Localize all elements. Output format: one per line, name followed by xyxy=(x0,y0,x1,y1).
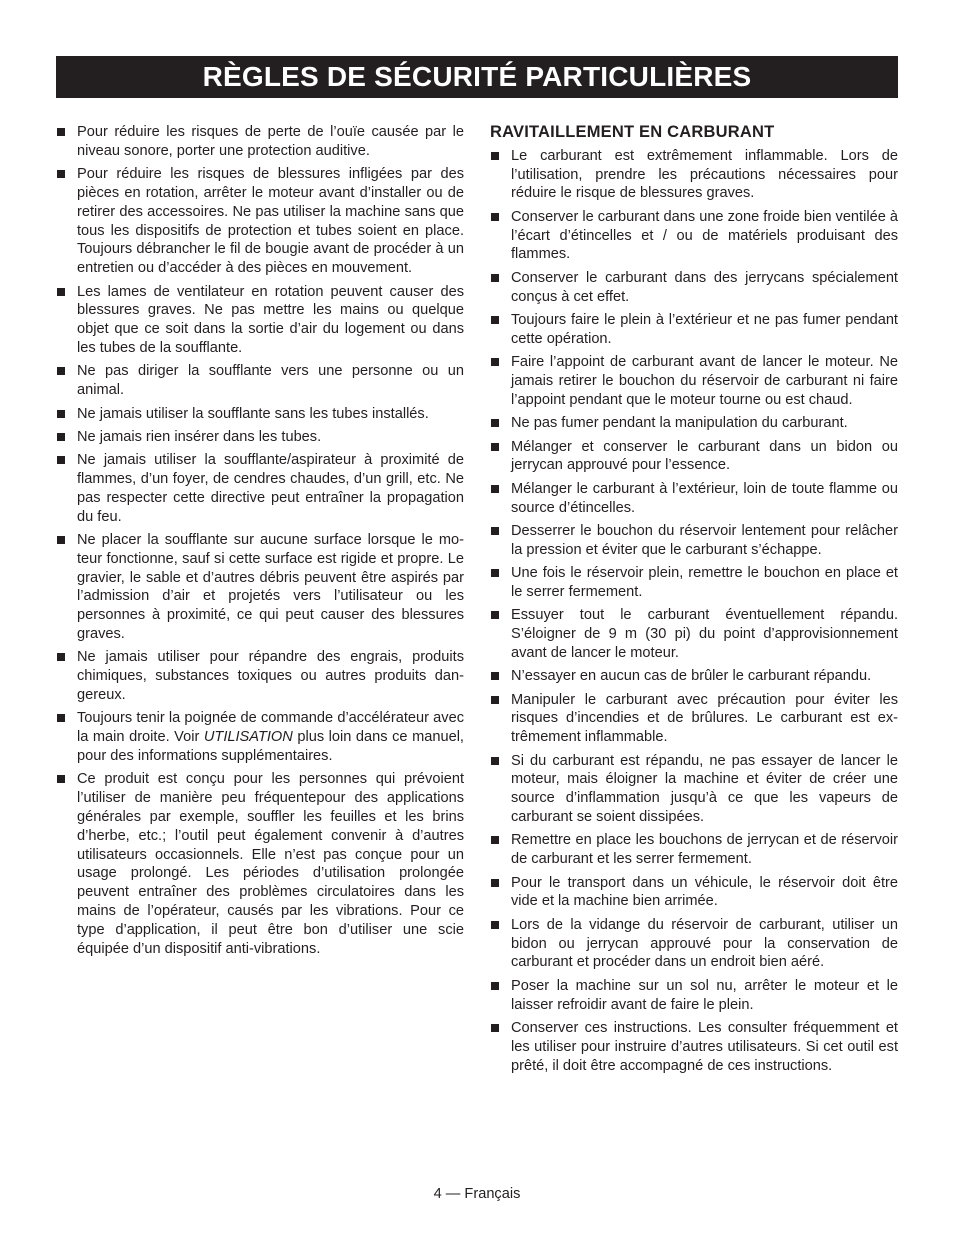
list-item: Poser la machine sur un sol nu, arrêter le moteur et le laisser refroidir avant de faire le plein. xyxy=(490,977,898,1015)
list-item: Ne placer la soufflante sur aucune surface lorsque le moteur fonctionne, sauf si cette surface est rigide et propre. Le gravier, le sable et d’autres débris peuvent être aspirés par l’admission d’air et projetés vers l’utilisateur ou les personnes à proximité, ce qui peut causer des blessures graves. xyxy=(56,531,464,644)
list-item: Ne pas diriger la soufflante vers une personne ou un animal. xyxy=(56,362,464,400)
list-item: Le carburant est extrêmement inflammable. Lors de l’utilisation, prendre les précautions nécessaires pour réduire le risque de blessures graves. xyxy=(490,147,898,203)
list-item: Mélanger le carburant à l’extérieur, loin de toute flamme ou source d’étincelles. xyxy=(490,480,898,518)
square-bullet-icon xyxy=(491,569,499,577)
square-bullet-icon xyxy=(491,757,499,765)
square-bullet-icon xyxy=(491,485,499,493)
list-item: Faire l’appoint de carburant avant de lancer le moteur. Ne jamais retirer le bouchon du réservoir de carburant ni faire l’appoint pendant que le moteur tourne ou est chaud. xyxy=(490,353,898,409)
square-bullet-icon xyxy=(57,410,65,418)
square-bullet-icon xyxy=(57,367,65,375)
square-bullet-icon xyxy=(57,456,65,464)
square-bullet-icon xyxy=(57,653,65,661)
list-item: Toujours faire le plein à l’extérieur et ne pas fumer pendant cette opération. xyxy=(490,311,898,349)
square-bullet-icon xyxy=(491,213,499,221)
list-item: Conserver le carburant dans une zone froide bien ventilée à l’écart d’étincelles et / ou de matériels produisant des flammes. xyxy=(490,208,898,264)
list-item: Ne pas fumer pendant la manipulation du carburant. xyxy=(490,414,898,433)
square-bullet-icon xyxy=(491,1024,499,1032)
safety-rules-list xyxy=(56,123,464,958)
list-item: Toujours tenir la poignée de commande d’accélérateur avec la main droite. Voir UTILISATION plus loin dans ce manuel, pour des informations supplémentaires. xyxy=(56,709,464,765)
square-bullet-icon xyxy=(491,836,499,844)
list-item: Mélanger et conserver le carburant dans un bidon ou jerrycan approuvé pour l’essence. xyxy=(490,438,898,476)
square-bullet-icon xyxy=(57,714,65,722)
list-item: Les lames de ventilateur en rotation peuvent causer des blessures graves. Ne pas mettre les mains ou quelque objet que ce soit dans la sortie d’air du logement ou dans les tubes de la soufflante. xyxy=(56,283,464,358)
square-bullet-icon xyxy=(57,536,65,544)
page-number: 4 — Français xyxy=(433,1186,521,1202)
square-bullet-icon xyxy=(491,443,499,451)
list-item: Essuyer tout le carburant éventuellement répandu. S’éloigner de 9 m (30 pi) du point d’approvisionnement avant de lancer le moteur. xyxy=(490,606,898,662)
square-bullet-icon xyxy=(491,921,499,929)
list-item: Lors de la vidange du réservoir de carburant, utiliser un bidon ou jerrycan approuvé pour la conservation de carburant et procéder dans un endroit bien aéré. xyxy=(490,916,898,972)
list-item: Desserrer le bouchon du réservoir lentement pour relâcher la pression et éviter que le carburant s’échappe. xyxy=(490,522,898,560)
list-item: Pour réduire les risques de blessures infligées par des pièces en rotation, arrêter le moteur avant d’installer ou de retirer des accessoires. Ne pas utiliser la machine sans que tous les dispositifs de protection et tubes soient en place. Toujours débrancher le fil de bougie avant de procéder à un entretien ou d’accéder à des pièces en mouvement. xyxy=(56,165,464,278)
list-item: Manipuler le carburant avec précaution pour éviter les risques d’incendies et de brûlures. Le carburant est extrêmement inflammable. xyxy=(490,691,898,747)
right-column xyxy=(490,123,898,1080)
square-bullet-icon xyxy=(491,419,499,427)
square-bullet-icon xyxy=(491,879,499,887)
list-item: Conserver ces instructions. Les consulter fréquemment et les utiliser pour instruire d’autres utilisateurs. Si cet outil est prêté, il doit être accompagné de ces instructions. xyxy=(490,1019,898,1075)
square-bullet-icon xyxy=(491,316,499,324)
square-bullet-icon xyxy=(491,358,499,366)
list-item: N’essayer en aucun cas de brûler le carburant répandu. xyxy=(490,667,898,686)
list-item: Remettre en place les bouchons de jerrycan et de réservoir de carburant et les serrer fermement. xyxy=(490,831,898,869)
fuel-rules-list xyxy=(490,147,898,1076)
square-bullet-icon xyxy=(491,672,499,680)
left-column xyxy=(56,123,464,963)
square-bullet-icon xyxy=(57,170,65,178)
square-bullet-icon xyxy=(491,274,499,282)
list-item: Ne jamais utiliser la soufflante sans les tubes installés. xyxy=(56,405,464,424)
list-item: Ce produit est conçu pour les personnes qui prévoient l’utiliser de manière peu fréquentepour des applications générales par exemple, souffler les feuilles et les brins d’herbe, etc.; l’outil peut également convenir à d’autres utilisateurs occasionnels. Elle n’est pas conçue pour un usage prolongé. Les périodes d’utilisation prolongée peuvent entraîner des problèmes circulatoires dans les mains de l’opérateur, causés par les vibrations. Pour ce type d’application, il peut être bon d’utiliser une scie équipée d’un dispositif anti-vibrations. xyxy=(56,770,464,958)
utilisation-reference: UTILISATION xyxy=(203,729,293,746)
section-heading: RAVITAILLEMENT EN CARBURANT xyxy=(490,123,775,141)
square-bullet-icon xyxy=(491,611,499,619)
list-item: Ne jamais utiliser pour répandre des engrais, produits chimiques, substances toxiques ou autres produits dangereux. xyxy=(56,648,464,704)
square-bullet-icon xyxy=(491,982,499,990)
page-title-banner xyxy=(56,56,898,98)
square-bullet-icon xyxy=(57,288,65,296)
list-item: Pour le transport dans un véhicule, le réservoir doit être vide et la machine bien arrimée. xyxy=(490,874,898,912)
list-item: Une fois le réservoir plein, remettre le bouchon en place et le serrer fermement. xyxy=(490,564,898,602)
list-item: Pour réduire les risques de perte de l’ouïe causée par le niveau sonore, porter une protection auditive. xyxy=(56,123,464,161)
list-item: Ne jamais utiliser la soufflante/aspirateur à proximité de flammes, d’un foyer, de cendres chaudes, d’un grill, etc. Ne pas respecter cette directive peut entraîner la propagation du feu. xyxy=(56,451,464,526)
list-item: Conserver le carburant dans des jerrycans spécialement conçus à cet effet. xyxy=(490,269,898,307)
square-bullet-icon xyxy=(57,433,65,441)
square-bullet-icon xyxy=(57,128,65,136)
square-bullet-icon xyxy=(491,696,499,704)
list-item: Ne jamais rien insérer dans les tubes. xyxy=(56,428,464,447)
square-bullet-icon xyxy=(491,152,499,160)
square-bullet-icon xyxy=(57,775,65,783)
page-footer xyxy=(0,1186,954,1202)
page-title: RÈGLES DE SÉCURITÉ PARTICULIÈRES xyxy=(202,61,752,92)
list-item: Si du carburant est répandu, ne pas essayer de lancer le moteur, mais éloigner la machine et éviter de créer une source d’inflammation jusqu’à ce que les vapeurs de carburant se soient dissipées. xyxy=(490,752,898,827)
square-bullet-icon xyxy=(491,527,499,535)
